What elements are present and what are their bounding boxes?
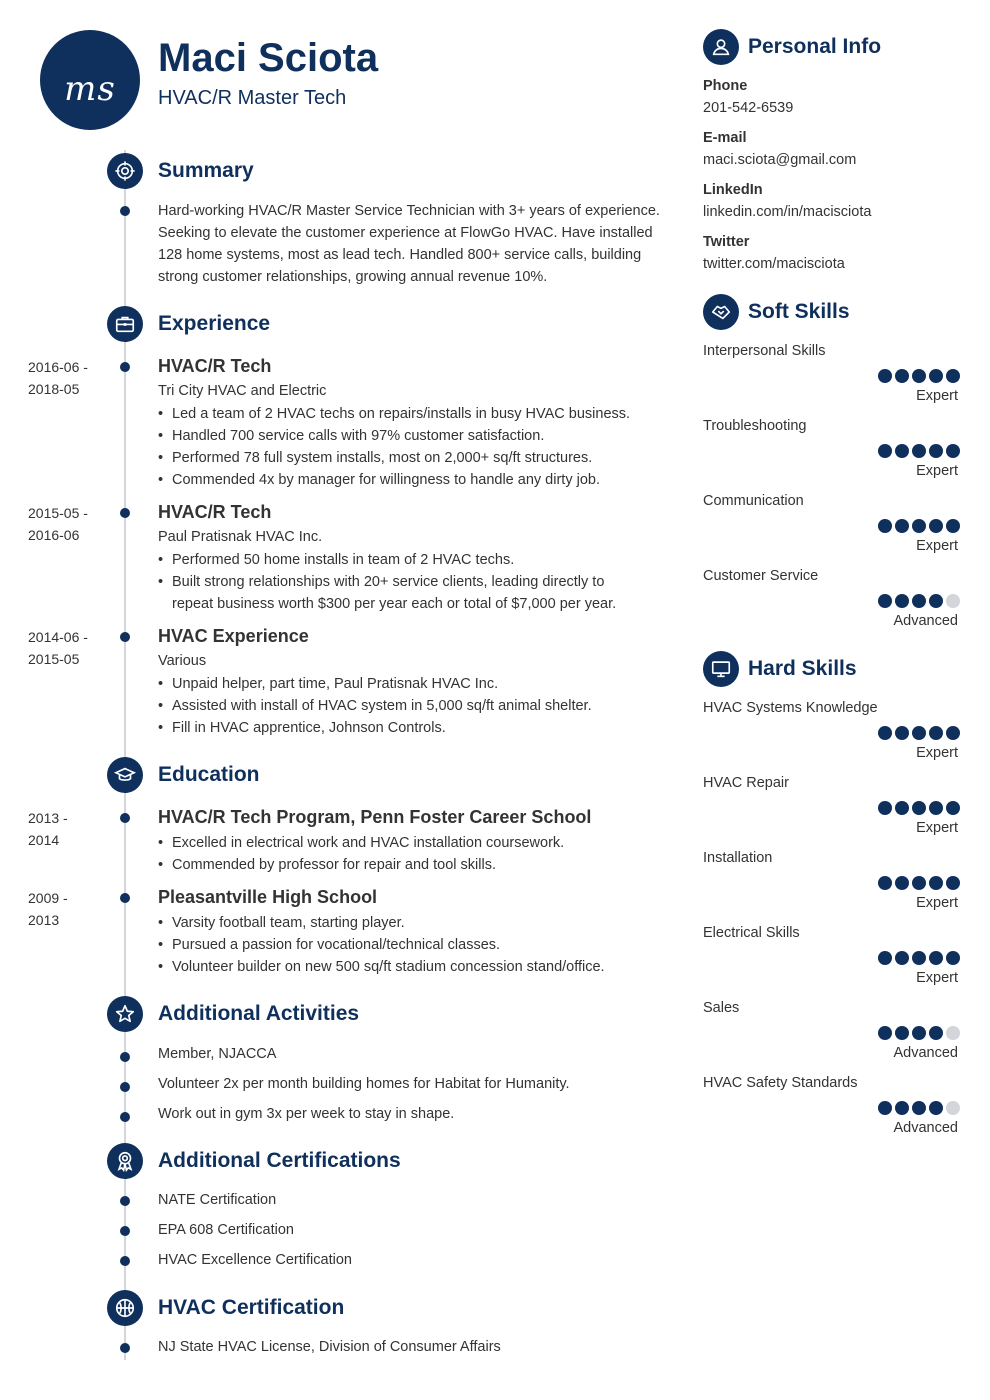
skill-rating <box>878 594 960 608</box>
rating-dot-filled <box>912 1101 926 1115</box>
rating-dot-filled <box>912 876 926 890</box>
user-icon <box>703 29 739 65</box>
rating-dot-filled <box>929 444 943 458</box>
timeline-dot <box>120 1196 130 1206</box>
experience-company: Various <box>158 653 207 669</box>
rating-dot-filled <box>912 1026 926 1040</box>
hvac-certification-item: NJ State HVAC License, Division of Consumer Affairs <box>158 1339 501 1355</box>
rating-dot-filled <box>912 519 926 533</box>
rating-dot-filled <box>878 876 892 890</box>
bullet-item: • Handled 700 service calls with 97% customer satisfaction. <box>158 425 658 447</box>
rating-dot-filled <box>895 876 909 890</box>
rating-dot-filled <box>878 726 892 740</box>
linkedin-value[interactable]: linkedin.com/in/macisciota <box>703 204 872 220</box>
skill-level: Advanced <box>893 613 958 629</box>
rating-dot-filled <box>929 369 943 383</box>
skill-rating <box>878 519 960 533</box>
bullet-item: • Commended 4x by manager for willingness to handle any dirty job. <box>158 469 658 491</box>
experience-role: HVAC Experience <box>158 626 309 646</box>
experience-date: 2014-06 - 2015-05 <box>28 629 88 667</box>
summary-text: Hard-working HVAC/R Master Service Technician with 3+ years of experience. Seeking to elevate the customer experience at FlowGo HVAC. Have installed 128 home systems, most as lead tech. Handled 800+ service calls, building strong customer relationships, growing annual revenue 10%. <box>158 203 660 285</box>
candidate-name: Maci Sciota <box>158 36 379 80</box>
basketball-icon <box>107 1290 143 1326</box>
briefcase-icon <box>107 306 143 342</box>
timeline-dot <box>120 1343 130 1353</box>
timeline-dot <box>120 1226 130 1236</box>
rating-dot-filled <box>929 1026 943 1040</box>
experience-bullets <box>158 403 658 491</box>
rating-dot-filled <box>912 594 926 608</box>
star-icon <box>107 996 143 1032</box>
experience-company: Tri City HVAC and Electric <box>158 383 327 399</box>
rating-dot-filled <box>946 369 960 383</box>
monogram-avatar <box>40 30 140 130</box>
experience-role: HVAC/R Tech <box>158 502 272 522</box>
rating-dot-filled <box>895 801 909 815</box>
skill-level: Advanced <box>893 1045 958 1061</box>
skill-name: HVAC Safety Standards <box>703 1075 858 1091</box>
timeline-dot <box>120 362 130 372</box>
monogram-initials: ms <box>64 69 116 109</box>
education-date: 2009 - 2013 <box>28 890 68 928</box>
skill-rating <box>878 444 960 458</box>
bullet-item: • Performed 78 full system installs, most on 2,000+ sq/ft structures. <box>158 447 658 469</box>
section-title-summary: Summary <box>158 159 254 182</box>
rating-dot-filled <box>929 1101 943 1115</box>
bullet-item: • Built strong relationships with 20+ service clients, leading directly to repeat business worth $300 per year each or total of $7,000 per year. <box>158 571 638 615</box>
experience-bullets <box>158 549 638 615</box>
timeline-dot <box>120 893 130 903</box>
skill-name: Electrical Skills <box>703 925 800 941</box>
bullet-item: • Volunteer builder on new 500 sq/ft stadium concession stand/office. <box>158 956 658 978</box>
bullet-item: • Assisted with install of HVAC system in 5,000 sq/ft animal shelter. <box>158 695 658 717</box>
rating-dot-filled <box>878 801 892 815</box>
rating-dot-filled <box>912 444 926 458</box>
experience-date: 2015-05 - 2016-06 <box>28 505 88 543</box>
rating-dot-filled <box>895 594 909 608</box>
award-ribbon-icon <box>107 1143 143 1179</box>
section-title-soft-skills: Soft Skills <box>748 300 850 323</box>
bullet-item: • Excelled in electrical work and HVAC installation coursework. <box>158 832 658 854</box>
skill-rating <box>878 369 960 383</box>
education-date: 2013 - 2014 <box>28 810 68 848</box>
timeline-dot <box>120 1052 130 1062</box>
bullet-item: • Unpaid helper, part time, Paul Pratisnak HVAC Inc. <box>158 673 658 695</box>
education-bullets <box>158 912 658 978</box>
timeline-dot <box>120 632 130 642</box>
skill-rating <box>878 1026 960 1040</box>
skill-name: Sales <box>703 1000 740 1016</box>
graduation-cap-icon <box>107 757 143 793</box>
bullet-item: • Led a team of 2 HVAC techs on repairs/installs in busy HVAC business. <box>158 403 658 425</box>
certification-item: EPA 608 Certification <box>158 1222 294 1238</box>
education-school: HVAC/R Tech Program, Penn Foster Career School <box>158 807 592 827</box>
skill-rating <box>878 801 960 815</box>
rating-dot-filled <box>929 519 943 533</box>
skill-rating <box>878 951 960 965</box>
phone-value: 201-542-6539 <box>703 100 794 116</box>
candidate-job-title: HVAC/R Master Tech <box>158 87 347 109</box>
education-school: Pleasantville High School <box>158 887 378 907</box>
rating-dot-empty <box>946 1101 960 1115</box>
section-title-activities: Additional Activities <box>158 1002 360 1025</box>
skill-name: Customer Service <box>703 568 819 584</box>
skill-level: Expert <box>916 388 958 404</box>
rating-dot-filled <box>929 726 943 740</box>
skill-name: Communication <box>703 493 804 509</box>
rating-dot-filled <box>946 951 960 965</box>
bullet-item: • Performed 50 home installs in team of 2 HVAC techs. <box>158 549 638 571</box>
rating-dot-filled <box>912 801 926 815</box>
section-title-hvac-certification: HVAC Certification <box>158 1296 345 1319</box>
rating-dot-filled <box>946 519 960 533</box>
timeline-dot <box>120 508 130 518</box>
phone-label: Phone <box>703 78 748 94</box>
bullet-item: • Varsity football team, starting player. <box>158 912 658 934</box>
twitter-label: Twitter <box>703 234 750 250</box>
section-title-education: Education <box>158 763 260 786</box>
certification-item: HVAC Excellence Certification <box>158 1252 352 1268</box>
experience-bullets <box>158 673 658 739</box>
section-title-experience: Experience <box>158 312 271 335</box>
section-title-certifications: Additional Certifications <box>158 1149 401 1172</box>
skill-name: Interpersonal Skills <box>703 343 826 359</box>
rating-dot-filled <box>878 369 892 383</box>
rating-dot-filled <box>878 594 892 608</box>
bullet-item: • Fill in HVAC apprentice, Johnson Controls. <box>158 717 658 739</box>
skill-level: Expert <box>916 820 958 836</box>
experience-date: 2016-06 - 2018-05 <box>28 359 88 397</box>
bullet-item: • Commended by professor for repair and tool skills. <box>158 854 658 876</box>
rating-dot-filled <box>895 726 909 740</box>
activity-item: Work out in gym 3x per week to stay in shape. <box>158 1106 455 1122</box>
rating-dot-filled <box>946 444 960 458</box>
rating-dot-filled <box>912 369 926 383</box>
monitor-icon <box>703 651 739 687</box>
rating-dot-filled <box>912 951 926 965</box>
timeline-dot <box>120 206 130 216</box>
rating-dot-filled <box>895 519 909 533</box>
certification-item: NATE Certification <box>158 1192 277 1208</box>
skill-rating <box>878 726 960 740</box>
skill-name: Installation <box>703 850 773 866</box>
email-label: E-mail <box>703 130 747 146</box>
skill-level: Expert <box>916 970 958 986</box>
rating-dot-empty <box>946 594 960 608</box>
rating-dot-filled <box>878 1101 892 1115</box>
rating-dot-filled <box>895 444 909 458</box>
rating-dot-filled <box>878 444 892 458</box>
rating-dot-filled <box>895 369 909 383</box>
linkedin-label: LinkedIn <box>703 182 763 198</box>
skill-name: HVAC Repair <box>703 775 789 791</box>
skill-level: Expert <box>916 895 958 911</box>
rating-dot-filled <box>946 876 960 890</box>
rating-dot-filled <box>929 801 943 815</box>
timeline-dot <box>120 813 130 823</box>
activity-item: Member, NJACCA <box>158 1046 277 1062</box>
skill-level: Expert <box>916 463 958 479</box>
experience-company: Paul Pratisnak HVAC Inc. <box>158 529 323 545</box>
twitter-value[interactable]: twitter.com/macisciota <box>703 256 845 272</box>
email-value[interactable]: maci.sciota@gmail.com <box>703 152 857 168</box>
bullet-item: • Pursued a passion for vocational/technical classes. <box>158 934 658 956</box>
skill-name: Troubleshooting <box>703 418 807 434</box>
rating-dot-filled <box>895 1026 909 1040</box>
target-icon <box>107 153 143 189</box>
timeline-dot <box>120 1256 130 1266</box>
skill-level: Advanced <box>893 1120 958 1136</box>
education-bullets <box>158 832 658 876</box>
skill-rating <box>878 1101 960 1115</box>
skill-level: Expert <box>916 745 958 761</box>
rating-dot-filled <box>895 1101 909 1115</box>
section-title-personal-info: Personal Info <box>748 35 882 58</box>
timeline-dot <box>120 1082 130 1092</box>
skill-name: HVAC Systems Knowledge <box>703 700 878 716</box>
skill-level: Expert <box>916 538 958 554</box>
activity-item: Volunteer 2x per month building homes for Habitat for Humanity. <box>158 1076 570 1092</box>
rating-dot-filled <box>912 726 926 740</box>
rating-dot-empty <box>946 1026 960 1040</box>
rating-dot-filled <box>929 951 943 965</box>
rating-dot-filled <box>929 876 943 890</box>
rating-dot-filled <box>878 519 892 533</box>
rating-dot-filled <box>878 951 892 965</box>
rating-dot-filled <box>878 1026 892 1040</box>
experience-role: HVAC/R Tech <box>158 356 272 376</box>
handshake-icon <box>703 294 739 330</box>
rating-dot-filled <box>946 726 960 740</box>
rating-dot-filled <box>929 594 943 608</box>
timeline-dot <box>120 1112 130 1122</box>
skill-rating <box>878 876 960 890</box>
section-title-hard-skills: Hard Skills <box>748 657 857 680</box>
rating-dot-filled <box>895 951 909 965</box>
rating-dot-filled <box>946 801 960 815</box>
